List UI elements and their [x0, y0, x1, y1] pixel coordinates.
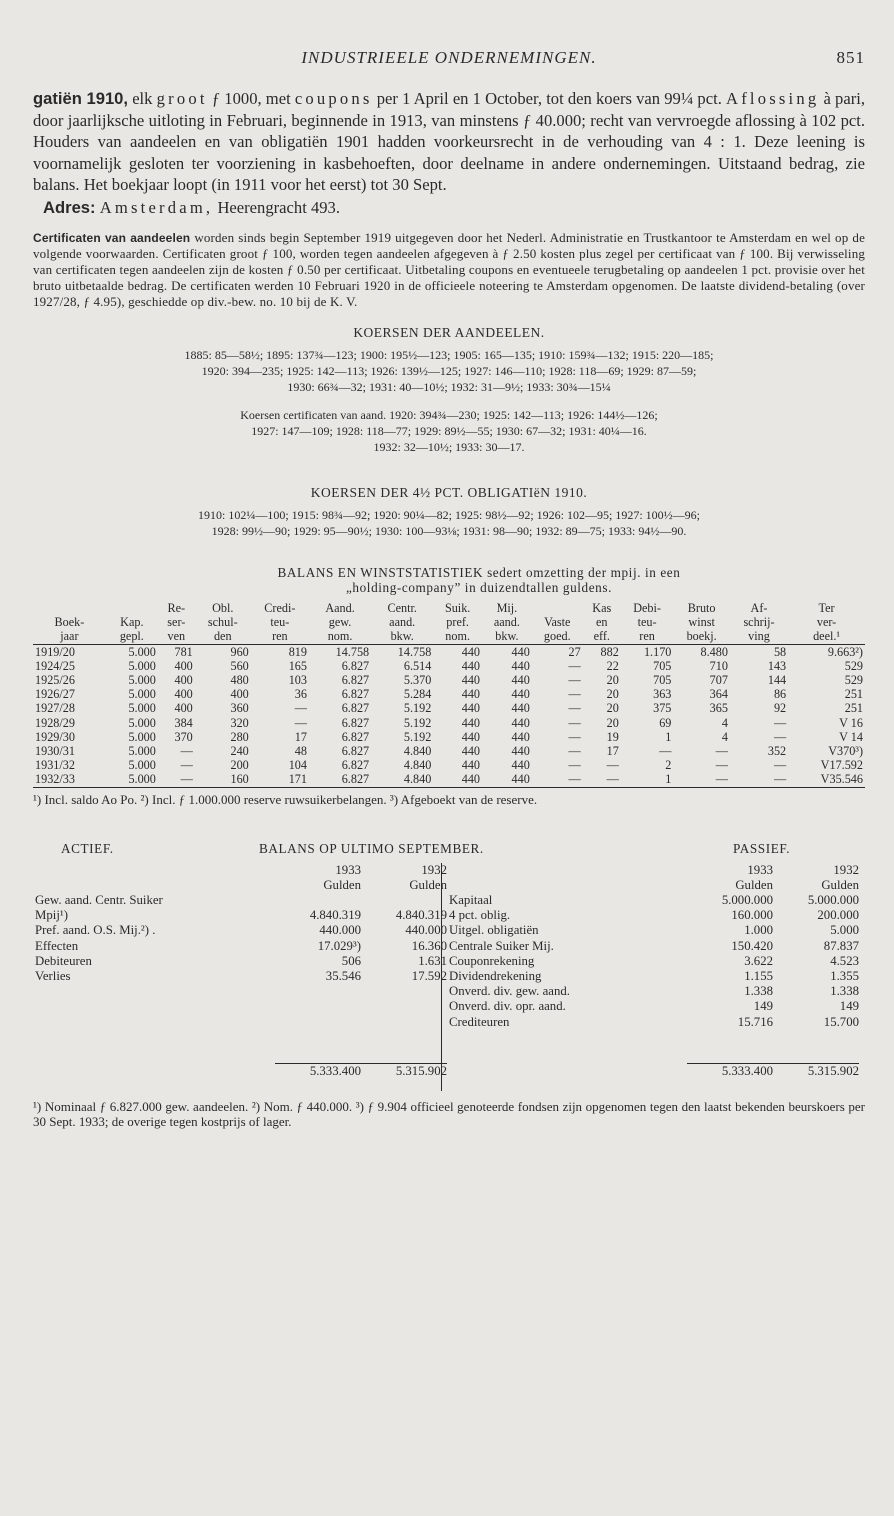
table-row [33, 644, 865, 659]
balance-value-1933 [275, 893, 361, 908]
column-header: Suik. pref. nom. [433, 601, 482, 644]
balance-title: BALANS OP ULTIMO SEPTEMBER. [259, 840, 484, 856]
balance-value-1932: 87.837 [823, 938, 859, 953]
balance-label: Couponrekening [449, 953, 535, 968]
table-cell: 440 [511, 644, 530, 659]
intro-text: elk [128, 89, 157, 108]
table-cell: 160 [195, 772, 251, 787]
balance-row [33, 954, 447, 969]
balance-row [443, 923, 859, 938]
table-cell: — [294, 701, 307, 716]
table-cell: 440 [511, 672, 530, 687]
table-cell: 440 [511, 729, 530, 744]
table-cell: 5.000 [128, 758, 156, 773]
table-cell: 104 [288, 758, 307, 773]
intro-spaced: Aflossing [726, 89, 820, 108]
price-line: 1932: 32—10½; 1933: 30—17. [373, 439, 525, 454]
table-cell: 171 [251, 772, 309, 787]
table-cell: 165 [288, 658, 307, 673]
table-cell: 6.827 [341, 715, 370, 730]
table-row [33, 659, 865, 673]
currency-label: Gulden [323, 877, 361, 892]
table-cell: 6.827 [341, 687, 370, 702]
table-cell: 86 [773, 687, 787, 702]
balance-header [33, 841, 865, 863]
statistics-title-line: „holding-company” in duizendtallen guldens. [345, 579, 613, 595]
balance-value-1933: 5.000.000 [721, 893, 773, 908]
table-cell: 6.827 [341, 658, 370, 673]
column-header: Vaste goed. [532, 601, 583, 644]
table-cell: 20 [606, 701, 619, 716]
balance-label: Onverd. div. gew. aand. [449, 984, 570, 999]
intro-paragraph [33, 88, 865, 196]
statistics-title-line: BALANS EN WINSTSTATISTIEK sedert omzetting der mpij. in een [277, 564, 681, 580]
table-cell: 440 [461, 758, 480, 773]
table-cell: 5.192 [403, 701, 432, 716]
table-cell: 440 [461, 744, 480, 758]
table-cell: 365 [709, 701, 728, 716]
table-cell: 144 [767, 672, 787, 687]
table-cell: 5.000 [128, 672, 156, 687]
table-cell: 352 [767, 744, 787, 758]
balance-value-1932: 16.360 [411, 938, 447, 953]
table-cell: 5.000 [128, 715, 156, 730]
table-cell: 1926/27 [35, 687, 75, 702]
balance-value-1932: 1.631 [418, 953, 447, 968]
table-cell: 781 [174, 644, 193, 659]
table-cell: 92 [773, 701, 787, 716]
statistics-footnote: ¹) Incl. saldo Ao Po. ²) Incl. ƒ 1.000.000 reserve ruwsuikerbelangen. ³) Afgeboekt van de reserve. [33, 791, 538, 807]
table-cell: 440 [511, 687, 530, 702]
table-cell: 19 [606, 729, 619, 744]
balance-label: Pref. aand. O.S. Mij.²) . [35, 923, 156, 938]
table-cell: 1932/33 [33, 772, 106, 787]
table-cell: 27 [568, 644, 581, 659]
year-label: 1932 [833, 862, 859, 877]
balance-label: Uitgel. obligatiën [449, 923, 539, 938]
table-cell: — [568, 758, 581, 773]
passief-column [443, 863, 859, 1030]
table-cell: 1919/20 [35, 644, 75, 659]
table-cell: 5.192 [403, 715, 432, 730]
table-cell: — [294, 715, 307, 730]
table-cell: V 14 [839, 729, 863, 744]
table-cell: 14.758 [397, 644, 432, 659]
table-cell: 1925/26 [35, 672, 75, 687]
table-cell: 384 [174, 715, 193, 730]
bond-prices-heading: KOERSEN DER 4½ PCT. OBLIGATIëN 1910. [310, 484, 588, 500]
balance-label: Centrale Suiker Mij. [449, 938, 554, 953]
table-cell: — [158, 772, 195, 787]
table-cell: — [568, 687, 581, 702]
table-cell: 20 [606, 715, 619, 730]
table-cell: — [568, 729, 581, 744]
table-cell: 707 [709, 672, 728, 687]
balance-value-1932: 5.000 [830, 923, 859, 938]
table-cell: 364 [709, 687, 728, 702]
balance-row [443, 893, 859, 908]
table-cell: 480 [230, 672, 249, 687]
table-row [33, 701, 865, 715]
table-cell: V17.592 [820, 758, 863, 773]
table-cell: 5.000 [128, 729, 156, 744]
table-cell: — [583, 772, 621, 787]
table-cell: 17 [606, 744, 619, 758]
intro-spaced: groot [156, 89, 208, 108]
table-cell: — [773, 715, 787, 730]
table-cell: 1 [621, 772, 674, 787]
table-row [33, 758, 865, 772]
table-cell: 440 [511, 658, 530, 673]
balance-value-1932 [361, 893, 447, 908]
table-cell: 6.827 [309, 772, 371, 787]
table-cell: 6.827 [341, 672, 370, 687]
table-cell: 22 [606, 658, 619, 673]
balance-label: Kapitaal [449, 893, 493, 908]
actief-column [33, 863, 447, 985]
column-header: Kap. gepl. [106, 601, 158, 644]
balance-label: Debiteuren [35, 953, 92, 968]
intro-spaced: coupons [294, 89, 373, 108]
address-label: Adres: [43, 197, 96, 217]
balance-value-1933: 1.155 [744, 969, 773, 984]
price-line: 1930: 66¾—32; 1931: 40—10½; 1932: 31—9½; 1933: 30¾—15¼ [287, 379, 611, 394]
balance-sheet [33, 863, 865, 1091]
table-cell: — [180, 758, 193, 773]
column-header: Aand. gew. nom. [309, 601, 371, 644]
year-label: 1933 [335, 862, 361, 877]
table-cell: — [715, 744, 728, 758]
table-cell: 48 [294, 744, 307, 758]
table-cell: 1929/30 [35, 729, 75, 744]
column-header: Boek- jaar [33, 601, 106, 644]
table-cell: 280 [230, 729, 249, 744]
currency-label: Gulden [821, 877, 859, 892]
table-cell: 400 [174, 687, 193, 702]
table-cell: 1928/29 [35, 715, 75, 730]
table-cell: V35.546 [788, 772, 865, 787]
table-cell: — [715, 758, 728, 773]
balance-row [33, 923, 447, 938]
table-cell: 440 [461, 715, 480, 730]
balance-value-1933: 160.000 [731, 908, 773, 923]
table-cell: V 16 [839, 715, 863, 730]
price-line: 1927: 147—109; 1928: 118—77; 1929: 89½—55; 1930: 67—32; 1931: 40¼—16. [251, 423, 647, 438]
table-cell: 440 [511, 758, 530, 773]
column-header: Centr. aand. bkw. [371, 601, 433, 644]
table-cell: 20 [606, 687, 619, 702]
table-cell: 4.840 [371, 772, 433, 787]
table-cell: — [673, 772, 730, 787]
total-value: 5.315.902 [773, 1063, 859, 1079]
balance-value-1932: 15.700 [823, 1014, 859, 1029]
balance-row [443, 908, 859, 923]
table-cell: — [606, 758, 619, 773]
table-cell: — [532, 772, 583, 787]
bond-prices [33, 507, 865, 539]
table-cell: 529 [844, 672, 863, 687]
statistics-table [33, 601, 865, 788]
table-cell: 103 [288, 672, 307, 687]
table-cell: 360 [230, 701, 249, 716]
table-cell: 14.758 [335, 644, 370, 659]
balance-label: Mpij¹) [35, 908, 68, 923]
table-cell: 882 [600, 644, 619, 659]
table-cell: 440 [461, 701, 480, 716]
table-cell: 240 [230, 744, 249, 758]
table-cell: 6.827 [341, 729, 370, 744]
price-line: 1910: 102¼—100; 1915: 98¾—92; 1920: 90¼—82; 1925: 98½—92; 1926: 102—95; 1927: 100½—96; [197, 507, 700, 522]
table-cell: 5.000 [128, 744, 156, 758]
table-cell: 363 [653, 687, 672, 702]
table-cell: 819 [288, 644, 307, 659]
document-page [33, 48, 865, 1130]
price-line: 1885: 85—58½; 1895: 137¾—123; 1900: 195½—123; 1905: 165—135; 1910: 159¾—132; 1915: 220—185; [184, 347, 714, 362]
table-cell: 440 [461, 729, 480, 744]
year-label: 1932 [421, 862, 447, 877]
table-cell: 6.827 [341, 744, 370, 758]
share-prices-heading: KOERSEN DER AANDEELEN. [353, 324, 545, 340]
balance-value-1933: 3.622 [744, 953, 773, 968]
statistics-body [33, 644, 865, 787]
balance-value-1933: 149 [753, 999, 773, 1014]
table-cell: 440 [433, 772, 482, 787]
table-cell: 4.840 [403, 744, 432, 758]
table-cell: 370 [174, 729, 193, 744]
balance-row [443, 954, 859, 969]
table-cell: 705 [653, 658, 672, 673]
table-cell: 9.663²) [827, 644, 863, 659]
table-row [33, 744, 865, 758]
table-cell: 1930/31 [35, 744, 75, 758]
address-city: Amsterdam, [99, 197, 214, 217]
balance-value-1932: 1.338 [830, 984, 859, 999]
intro-text: ƒ 1000, met [207, 89, 295, 108]
column-header: Af- schrij- ving [730, 601, 788, 644]
column-header: Debi- teu- ren [621, 601, 674, 644]
table-cell: 375 [653, 701, 672, 716]
balance-value-1933: 4.840.319 [309, 908, 361, 923]
balance-footnote: ¹) Nominaal ƒ 6.827.000 gew. aandeelen. ²) Nom. ƒ 440.000. ³) ƒ 9.904 officieel genoteerde fondsen zijn opgenomen tegen den laatst bekenden beurskoers per 30 Sept. 1933; de overige tegen kostprijs of lager. [33, 1098, 865, 1130]
table-cell: 710 [709, 658, 728, 673]
page-header [33, 48, 865, 88]
actief-total [33, 1063, 447, 1079]
table-cell: 251 [844, 687, 863, 702]
table-cell: 200 [230, 758, 249, 773]
table-cell: 5.192 [403, 729, 432, 744]
balance-row [443, 939, 859, 954]
column-header: Credi- teu- ren [251, 601, 309, 644]
balance-row [443, 1015, 859, 1030]
table-row [33, 687, 865, 701]
table-row [33, 772, 865, 787]
balance-value-1933: 17.029³) [317, 938, 361, 953]
balance-value-1933: 506 [341, 953, 361, 968]
balance-value-1933: 35.546 [325, 969, 361, 984]
table-cell: 440 [511, 701, 530, 716]
intro-lead: gatiën 1910, [33, 89, 129, 108]
table-cell: 6.514 [403, 658, 432, 673]
balance-row [443, 969, 859, 984]
table-cell: 8.480 [700, 644, 728, 659]
year-label: 1933 [747, 862, 773, 877]
certificates-text: worden sinds begin September 1919 uitgegeven door het Nederl. Administratie en Trustkantoor te Amsterdam en wel op de volgende voorwaarden. Certificaten groot ƒ 100, worden tegen aandeelen afgegeven à ƒ 2.50 kosten plus zegel per certificaat van ƒ 100. Bij verwisseling van certificaten tegen aandeelen zijn de kosten ƒ 0.50 per certificaat. Uitbetaling coupons en eventueele terugbetaling op aandeelen 1 pct. provisie over het bruto uitbetaalde bedrag. De certificaten werden 10 Februari 1920 in de officieele noteering te Amsterdam opgenomen. De laatste dividend-betaling (over 1927/28, ƒ 4.95), geschiedde op div.-bew. no. 10 bij de K. V. [33, 229, 865, 309]
table-cell: 58 [773, 644, 787, 659]
column-header: Ter ver- deel.¹ [788, 601, 865, 644]
table-cell: 4 [721, 729, 728, 744]
table-cell: 440 [461, 672, 480, 687]
column-header: Bruto winst boekj. [673, 601, 730, 644]
table-row [33, 716, 865, 730]
table-row [33, 730, 865, 744]
column-header: Kas en eff. [583, 601, 621, 644]
table-cell: — [568, 701, 581, 716]
balance-value-1932: 4.523 [830, 953, 859, 968]
balance-row [33, 908, 447, 923]
balance-row [33, 939, 447, 954]
total-value: 5.333.400 [275, 1063, 361, 1079]
table-cell: 4.840 [403, 758, 432, 773]
table-cell: 6.827 [341, 758, 370, 773]
table-cell: 960 [230, 644, 249, 659]
balance-label: Onverd. div. opr. aand. [449, 999, 566, 1014]
table-cell: 1 [665, 729, 672, 744]
price-line: 1920: 394—235; 1925: 142—113; 1926: 139½—125; 1927: 146—110; 1928: 118—69; 1929: 87—59; [201, 363, 697, 378]
table-cell: 440 [482, 772, 532, 787]
table-cell: — [773, 729, 787, 744]
certificate-prices [33, 407, 865, 455]
table-cell: 5.000 [128, 658, 156, 673]
balance-value-1933: 1.338 [744, 984, 773, 999]
balance-row [443, 984, 859, 999]
passief-title: PASSIEF. [733, 840, 791, 856]
balance-value-1932: 5.000.000 [807, 893, 859, 908]
total-value: 5.315.902 [361, 1063, 447, 1079]
table-cell: 1924/25 [35, 658, 75, 673]
table-cell: 560 [230, 658, 249, 673]
intro-text: à pari, door jaarlijksche uitloting in Februari, beginnende in 1913, van minstens ƒ 40.000; recht van vervroegde aflossing à 102 pct. Houders van aandeelen en van obligatiën 1901 hadden voorkeursrecht in de verhouding van 4 : 1. Deze leening is voornamelijk gesloten ter voorziening in kasbehoeften, door deelname in andere ondernemingen. Uitstaand bedrag, zie balans. Het boekjaar loopt (in 1911 voor het eerst) tot 30 Sept. [33, 89, 865, 195]
balance-label: Effecten [35, 938, 79, 953]
table-cell: 6.827 [341, 701, 370, 716]
table-cell: 5.370 [403, 672, 432, 687]
table-cell: 17 [294, 729, 307, 744]
table-cell: 251 [844, 701, 863, 716]
table-cell: 440 [511, 744, 530, 758]
column-header: Re- ser- ven [158, 601, 195, 644]
table-cell: 529 [844, 658, 863, 673]
page-number: 851 [836, 48, 865, 67]
balance-value-1932: 440.000 [405, 923, 447, 938]
table-cell: 5.000 [128, 644, 156, 659]
passief-total [443, 1063, 859, 1079]
balance-row [33, 969, 447, 984]
table-cell: 400 [174, 672, 193, 687]
table-cell: 400 [174, 658, 193, 673]
table-cell: 5.000 [128, 701, 156, 716]
actief-title: ACTIEF. [61, 840, 114, 856]
balance-value-1932: 17.592 [411, 969, 447, 984]
table-cell: 440 [461, 687, 480, 702]
balance-value-1933: 440.000 [319, 923, 361, 938]
currency-label: Gulden [409, 877, 447, 892]
table-cell: 440 [461, 658, 480, 673]
balance-value-1933: 1.000 [744, 923, 773, 938]
table-cell: 5.000 [128, 687, 156, 702]
statistics-title [93, 565, 865, 595]
balance-value-1932: 149 [839, 999, 859, 1014]
table-cell: 5.284 [403, 687, 432, 702]
price-line: Koersen certificaten van aand. 1920: 394¾—230; 1925: 142—113; 1926: 144½—126; [240, 407, 658, 422]
table-cell: — [568, 658, 581, 673]
table-cell: 400 [174, 701, 193, 716]
table-cell: 5.000 [106, 772, 158, 787]
balance-label: Verlies [35, 969, 71, 984]
column-header: Mij. aand. bkw. [482, 601, 532, 644]
table-cell: 2 [665, 758, 672, 773]
balance-label: Gew. aand. Centr. Suiker [35, 893, 163, 908]
total-value: 5.333.400 [687, 1063, 773, 1079]
balance-row [443, 999, 859, 1014]
balance-value-1932: 200.000 [817, 908, 859, 923]
share-prices [33, 347, 865, 395]
balance-value-1933: 15.716 [737, 1014, 773, 1029]
price-line: 1928: 99½—90; 1929: 95—90½; 1930: 100—93⅛; 1931: 98—90; 1932: 89—75; 1933: 94½—90. [211, 523, 687, 538]
table-cell: 705 [653, 672, 672, 687]
table-cell: V370³) [828, 744, 863, 758]
address-line [43, 196, 865, 220]
table-cell: — [659, 744, 672, 758]
table-cell: 143 [767, 658, 787, 673]
certificates-lead: Certificaten van aandeelen [33, 230, 191, 245]
table-row [33, 673, 865, 687]
balance-value-1933: 150.420 [731, 938, 773, 953]
table-cell: 1931/32 [35, 758, 75, 773]
table-cell: 440 [461, 644, 480, 659]
table-cell: 69 [659, 715, 672, 730]
table-cell: 400 [230, 687, 249, 702]
table-cell: 1.170 [643, 644, 672, 659]
balance-label: Dividendrekening [449, 969, 542, 984]
table-cell: 1927/28 [35, 701, 75, 716]
balance-label: Crediteuren [449, 1014, 510, 1029]
running-title: INDUSTRIEELE ONDERNEMINGEN. [301, 48, 597, 67]
statistics-header [33, 601, 865, 644]
intro-text: per 1 April en 1 October, tot den koers van 99¼ pct. [372, 89, 727, 108]
currency-label: Gulden [735, 877, 773, 892]
table-cell: — [730, 772, 788, 787]
column-header: Obl. schul- den [195, 601, 251, 644]
table-cell: 320 [230, 715, 249, 730]
table-cell: — [180, 744, 193, 758]
table-cell: 36 [294, 687, 307, 702]
table-cell: — [568, 672, 581, 687]
table-cell: — [773, 758, 787, 773]
table-cell: 440 [511, 715, 530, 730]
table-cell: 20 [606, 672, 619, 687]
table-cell: — [568, 715, 581, 730]
address-street: Heerengracht 493. [213, 197, 340, 217]
balance-value-1932: 1.355 [830, 969, 859, 984]
balance-value-1932: 4.840.319 [395, 908, 447, 923]
balance-row [33, 893, 447, 908]
certificates-paragraph [33, 230, 865, 310]
table-cell: 4 [721, 715, 728, 730]
table-cell: — [568, 744, 581, 758]
balance-label: 4 pct. oblig. [449, 908, 511, 923]
